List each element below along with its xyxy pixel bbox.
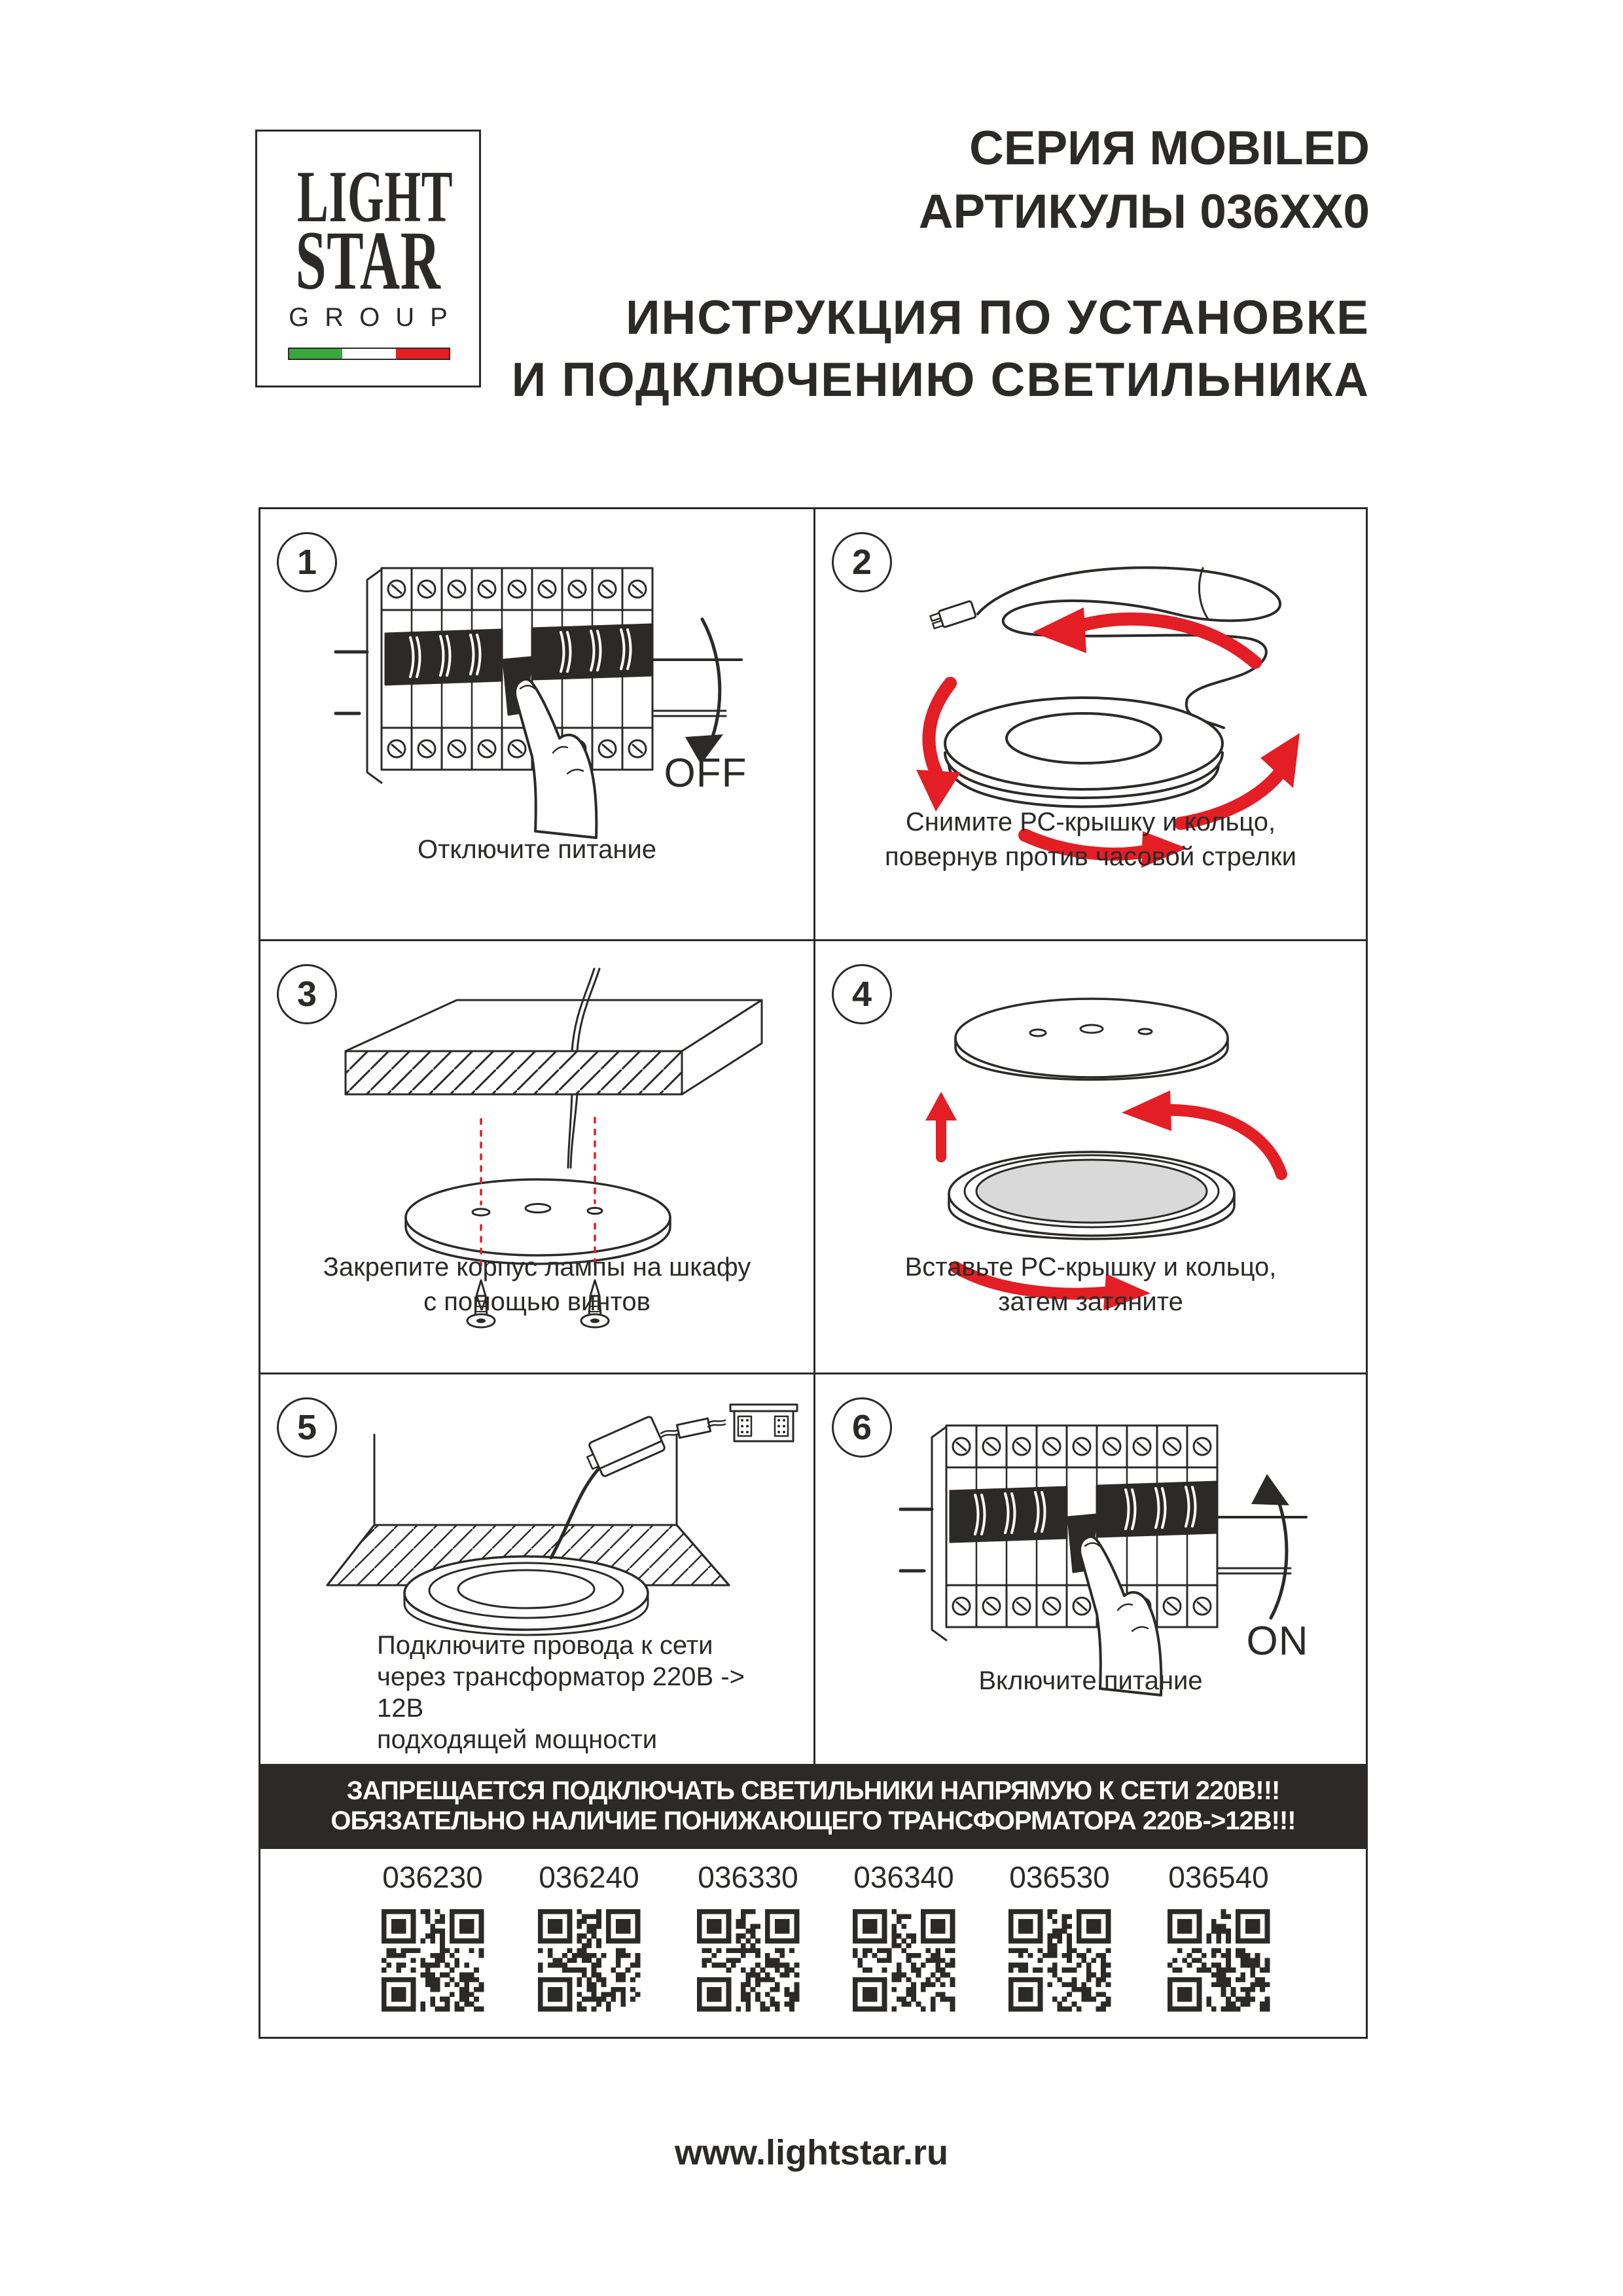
- step-6-caption: Включите питание: [978, 1666, 1203, 1695]
- qr-code: [1168, 1909, 1270, 2011]
- article-number: 036340: [853, 1860, 954, 1894]
- article-column: [825, 1849, 982, 2037]
- step-4-cell: [815, 941, 1366, 1372]
- steps-grid: [259, 507, 1368, 2039]
- warning-banner: [260, 1764, 1366, 1849]
- qr-code: [1008, 1909, 1111, 2011]
- step-3-number: 3: [277, 964, 337, 1024]
- header: [512, 117, 1370, 411]
- step-3-cell: [260, 941, 813, 1372]
- article-number: 036230: [382, 1860, 483, 1894]
- step-3-caption: Закрепите корпус лампы на шкафу с помощью винтов: [323, 1253, 751, 1316]
- step-5-number: 5: [277, 1397, 337, 1458]
- step-1-cell: [260, 509, 813, 939]
- step-5-caption: Подключите провода к сети через трансформатор 220В -> 12В подходящей мощности: [377, 1631, 745, 1754]
- logo-group-text: GROUP: [289, 303, 463, 332]
- qr-code: [382, 1909, 484, 2011]
- logo-light-text: LIGHT: [297, 156, 454, 238]
- lightstar-logo: [255, 130, 481, 387]
- step-1-number: 1: [277, 532, 337, 592]
- step-6-cell: [815, 1374, 1366, 1764]
- article-number: 036530: [1009, 1860, 1110, 1894]
- step-4-number: 4: [832, 964, 892, 1024]
- step-2-number: 2: [832, 532, 892, 592]
- step-2-cell: [815, 509, 1366, 939]
- off-label: OFF: [664, 751, 747, 796]
- article-number: 036240: [539, 1860, 639, 1894]
- step-5-cell: [260, 1374, 813, 1764]
- on-label: ON: [1246, 1619, 1309, 1664]
- qr-code: [538, 1909, 640, 2011]
- doc-title-line2: И ПОДКЛЮЧЕНИЮ СВЕТИЛЬНИКА: [511, 353, 1370, 406]
- article-column: [669, 1849, 827, 2037]
- warning-line-1: ЗАПРЕЩАЕТСЯ ПОДКЛЮЧАТЬ СВЕТИЛЬНИКИ НАПРЯМУЮ К СЕТИ 220В!!!: [346, 1776, 1280, 1805]
- doc-title-line1: ИНСТРУКЦИЯ ПО УСТАНОВКЕ: [626, 291, 1370, 344]
- article-column: [981, 1849, 1138, 2037]
- step-4-caption: Вставьте РС-крышку и кольцо, затем затяните: [904, 1253, 1277, 1316]
- step-1-caption: Отключите питание: [417, 835, 657, 864]
- article-column: [1140, 1849, 1297, 2037]
- step-2-caption: Снимите РС-крышку и кольцо, повернув против часовой стрелки: [885, 808, 1296, 871]
- warning-line-2: ОБЯЗАТЕЛЬНО НАЛИЧИЕ ПОНИЖАЮЩЕГО ТРАНСФОРМАТОРА 220В->12В!!!: [330, 1806, 1296, 1835]
- qr-code: [697, 1909, 799, 2011]
- website-url: www.lightstar.ru: [674, 2133, 949, 2172]
- step-6-number: 6: [832, 1397, 892, 1458]
- article-number: 036540: [1168, 1860, 1269, 1894]
- qr-code: [853, 1909, 955, 2011]
- italian-flag-bar: [288, 348, 450, 360]
- logo-star-text: STAR: [295, 214, 441, 307]
- article-column: [354, 1849, 511, 2037]
- series-title: СЕРИЯ MOBILED: [969, 122, 1370, 175]
- series-articles: АРТИКУЛЫ 036ХХ0: [918, 185, 1370, 238]
- article-column: [510, 1849, 668, 2037]
- connect-wires-illustration: [276, 1391, 800, 1627]
- article-number: 036330: [698, 1860, 798, 1894]
